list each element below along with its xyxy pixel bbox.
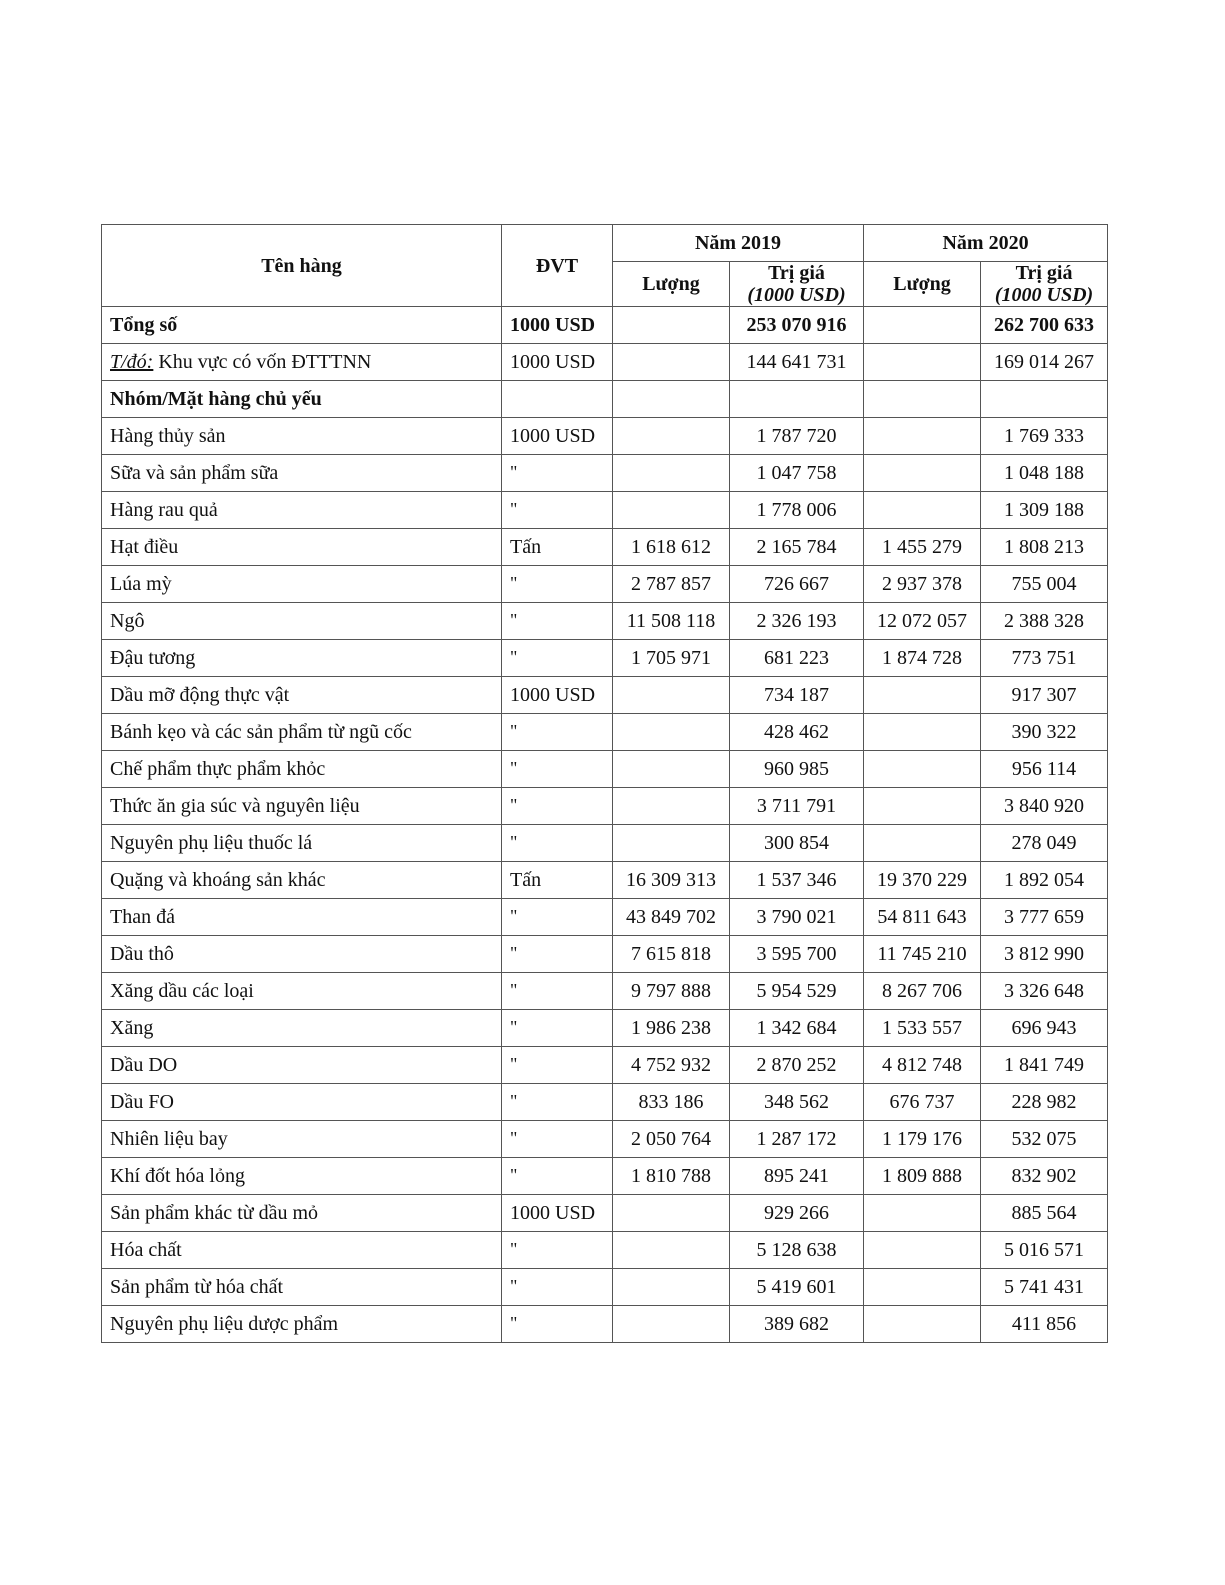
row-unit: 1000 USD: [502, 1195, 613, 1232]
row-qty-2020: 1 874 728: [864, 640, 981, 677]
row-value-2020: 5 741 431: [981, 1269, 1108, 1306]
row-name: Dầu FO: [102, 1084, 502, 1121]
row-value-2019: 389 682: [730, 1306, 864, 1343]
row-value-2019: 144 641 731: [730, 344, 864, 381]
row-name: Chế phẩm thực phẩm khỏc: [102, 751, 502, 788]
table-row: [102, 677, 1108, 714]
row-qty-2020: 1 179 176: [864, 1121, 981, 1158]
row-value-2019: 253 070 916: [730, 307, 864, 344]
table-row: [102, 529, 1108, 566]
table-row: [102, 566, 1108, 603]
row-name: Thức ăn gia súc và nguyên liệu: [102, 788, 502, 825]
row-value-2020: 1 841 749: [981, 1047, 1108, 1084]
row-name: Hạt điều: [102, 529, 502, 566]
row-name: Quặng và khoáng sản khác: [102, 862, 502, 899]
row-value-2020: 2 388 328: [981, 603, 1108, 640]
row-unit: ": [502, 1158, 613, 1195]
row-qty-2019: [613, 1232, 730, 1269]
row-qty-2020: 676 737: [864, 1084, 981, 1121]
row-value-2020: 5 016 571: [981, 1232, 1108, 1269]
table-row: [102, 1306, 1108, 1343]
row-qty-2020: 1 533 557: [864, 1010, 981, 1047]
row-qty-2019: [613, 1195, 730, 1232]
row-name: Hàng thủy sản: [102, 418, 502, 455]
row-value-2019: 2 326 193: [730, 603, 864, 640]
row-name: Tổng số: [102, 307, 502, 344]
row-qty-2019: 1 618 612: [613, 529, 730, 566]
table-row: [102, 1158, 1108, 1195]
row-value-2020: 696 943: [981, 1010, 1108, 1047]
row-unit: ": [502, 640, 613, 677]
row-qty-2020: [864, 751, 981, 788]
table-row: [102, 344, 1108, 381]
row-unit: ": [502, 899, 613, 936]
row-unit: ": [502, 1121, 613, 1158]
row-unit: 1000 USD: [502, 344, 613, 381]
row-value-2020: 885 564: [981, 1195, 1108, 1232]
row-qty-2019: [613, 492, 730, 529]
row-value-2019: 348 562: [730, 1084, 864, 1121]
row-qty-2019: 43 849 702: [613, 899, 730, 936]
row-value-2020: 956 114: [981, 751, 1108, 788]
row-qty-2020: [864, 455, 981, 492]
row-unit: ": [502, 566, 613, 603]
row-unit: ": [502, 455, 613, 492]
table-row: [102, 1047, 1108, 1084]
row-unit: ": [502, 603, 613, 640]
row-qty-2020: [864, 1269, 981, 1306]
table-row: [102, 603, 1108, 640]
row-qty-2019: [613, 418, 730, 455]
row-qty-2019: [613, 825, 730, 862]
row-value-2019: 929 266: [730, 1195, 864, 1232]
row-unit: ": [502, 788, 613, 825]
value-unit-label: (1000 USD): [747, 284, 846, 306]
row-value-2020: 228 982: [981, 1084, 1108, 1121]
row-value-2020: 1 892 054: [981, 862, 1108, 899]
row-value-2020: 532 075: [981, 1121, 1108, 1158]
import-statistics-table: [101, 224, 1108, 1343]
header-value-2019: [730, 262, 864, 307]
row-qty-2020: 4 812 748: [864, 1047, 981, 1084]
table-row: [102, 1121, 1108, 1158]
row-qty-2020: 8 267 706: [864, 973, 981, 1010]
row-qty-2019: 2 787 857: [613, 566, 730, 603]
row-qty-2020: 1 809 888: [864, 1158, 981, 1195]
row-qty-2019: 11 508 118: [613, 603, 730, 640]
row-unit: 1000 USD: [502, 677, 613, 714]
header-year-2019: Năm 2019: [613, 225, 864, 262]
row-unit: ": [502, 714, 613, 751]
row-qty-2019: 4 752 932: [613, 1047, 730, 1084]
table-row: [102, 899, 1108, 936]
header-unit: ĐVT: [502, 225, 613, 307]
row-qty-2020: [864, 714, 981, 751]
table-row: [102, 936, 1108, 973]
row-value-2019: 5 128 638: [730, 1232, 864, 1269]
row-unit: Tấn: [502, 862, 613, 899]
row-value-2020: 278 049: [981, 825, 1108, 862]
table-row: [102, 381, 1108, 418]
row-unit: ": [502, 492, 613, 529]
row-qty-2019: 1 986 238: [613, 1010, 730, 1047]
row-name: Sữa và sản phẩm sữa: [102, 455, 502, 492]
header-year-2020: Năm 2020: [864, 225, 1108, 262]
row-qty-2020: [864, 492, 981, 529]
row-name: Sản phẩm khác từ dầu mỏ: [102, 1195, 502, 1232]
header-value-2020: [981, 262, 1108, 307]
row-name: Nguyên phụ liệu dược phẩm: [102, 1306, 502, 1343]
row-value-2020: 3 777 659: [981, 899, 1108, 936]
row-qty-2020: [864, 381, 981, 418]
row-qty-2020: 12 072 057: [864, 603, 981, 640]
row-value-2019: [730, 381, 864, 418]
row-qty-2019: [613, 751, 730, 788]
row-name: Nhiên liệu bay: [102, 1121, 502, 1158]
row-value-2019: 895 241: [730, 1158, 864, 1195]
row-value-2020: 1 769 333: [981, 418, 1108, 455]
table-row: [102, 1084, 1108, 1121]
row-value-2020: 411 856: [981, 1306, 1108, 1343]
row-value-2019: 1 287 172: [730, 1121, 864, 1158]
row-value-2020: 169 014 267: [981, 344, 1108, 381]
row-unit: ": [502, 1232, 613, 1269]
row-qty-2019: 7 615 818: [613, 936, 730, 973]
row-qty-2020: [864, 1195, 981, 1232]
row-unit: ": [502, 1047, 613, 1084]
row-qty-2019: [613, 1269, 730, 1306]
row-unit: ": [502, 825, 613, 862]
row-name: Sản phẩm từ hóa chất: [102, 1269, 502, 1306]
row-qty-2020: 1 455 279: [864, 529, 981, 566]
row-value-2020: 3 812 990: [981, 936, 1108, 973]
row-qty-2019: [613, 788, 730, 825]
row-name-text: Khu vực có vốn ĐTTTNN: [153, 351, 372, 373]
row-qty-2019: 1 705 971: [613, 640, 730, 677]
row-qty-2020: 11 745 210: [864, 936, 981, 973]
table-row: [102, 455, 1108, 492]
row-unit: 1000 USD: [502, 307, 613, 344]
row-value-2020: 1 808 213: [981, 529, 1108, 566]
row-qty-2020: [864, 1232, 981, 1269]
row-value-2019: 3 711 791: [730, 788, 864, 825]
table-row: [102, 751, 1108, 788]
row-name: Bánh kẹo và các sản phẩm từ ngũ cốc: [102, 714, 502, 751]
row-qty-2019: [613, 714, 730, 751]
value-label: Trị giá: [768, 262, 825, 284]
row-value-2020: 3 326 648: [981, 973, 1108, 1010]
row-value-2020: 1 048 188: [981, 455, 1108, 492]
table-row: [102, 307, 1108, 344]
row-qty-2020: [864, 344, 981, 381]
row-unit: ": [502, 1084, 613, 1121]
row-value-2020: 832 902: [981, 1158, 1108, 1195]
row-name: Lúa mỳ: [102, 566, 502, 603]
table-row: [102, 492, 1108, 529]
row-name: Đậu tương: [102, 640, 502, 677]
row-value-2020: 3 840 920: [981, 788, 1108, 825]
value-label: Trị giá: [1015, 262, 1073, 284]
row-value-2019: 3 790 021: [730, 899, 864, 936]
header-product-name: Tên hàng: [102, 225, 502, 307]
row-value-2019: 1 047 758: [730, 455, 864, 492]
row-qty-2019: [613, 455, 730, 492]
row-qty-2019: [613, 381, 730, 418]
table-row: [102, 1269, 1108, 1306]
row-value-2019: 681 223: [730, 640, 864, 677]
row-value-2020: 755 004: [981, 566, 1108, 603]
row-value-2019: 726 667: [730, 566, 864, 603]
row-name: Hàng rau quả: [102, 492, 502, 529]
table-row: [102, 1195, 1108, 1232]
row-name: Ngô: [102, 603, 502, 640]
row-value-2020: 773 751: [981, 640, 1108, 677]
row-value-2019: 2 870 252: [730, 1047, 864, 1084]
row-qty-2020: [864, 1306, 981, 1343]
row-name: Dầu mỡ động thực vật: [102, 677, 502, 714]
row-qty-2020: 2 937 378: [864, 566, 981, 603]
row-value-2020: [981, 381, 1108, 418]
row-name: Nhóm/Mặt hàng chủ yếu: [102, 381, 502, 418]
row-value-2020: 262 700 633: [981, 307, 1108, 344]
row-unit: ": [502, 1306, 613, 1343]
row-name: Xăng dầu các loại: [102, 973, 502, 1010]
row-qty-2019: [613, 307, 730, 344]
row-name: Nguyên phụ liệu thuốc lá: [102, 825, 502, 862]
header-qty-2019: Lượng: [613, 262, 730, 307]
row-qty-2019: 833 186: [613, 1084, 730, 1121]
row-unit: ": [502, 1269, 613, 1306]
row-qty-2020: 19 370 229: [864, 862, 981, 899]
row-unit: Tấn: [502, 529, 613, 566]
row-qty-2020: [864, 677, 981, 714]
row-value-2019: 1 787 720: [730, 418, 864, 455]
table-row: [102, 1010, 1108, 1047]
row-value-2020: 1 309 188: [981, 492, 1108, 529]
row-qty-2019: [613, 1306, 730, 1343]
row-value-2019: 1 342 684: [730, 1010, 864, 1047]
row-qty-2020: 54 811 643: [864, 899, 981, 936]
row-qty-2019: 1 810 788: [613, 1158, 730, 1195]
row-name: Dầu DO: [102, 1047, 502, 1084]
row-value-2019: 5 419 601: [730, 1269, 864, 1306]
row-value-2020: 917 307: [981, 677, 1108, 714]
row-value-2019: 3 595 700: [730, 936, 864, 973]
table-row: [102, 788, 1108, 825]
row-unit: ": [502, 973, 613, 1010]
row-value-2019: 428 462: [730, 714, 864, 751]
row-value-2020: 390 322: [981, 714, 1108, 751]
row-value-2019: 5 954 529: [730, 973, 864, 1010]
row-unit: ": [502, 751, 613, 788]
row-value-2019: 734 187: [730, 677, 864, 714]
row-unit: ": [502, 936, 613, 973]
row-qty-2019: [613, 677, 730, 714]
row-name: Khí đốt hóa lỏng: [102, 1158, 502, 1195]
row-qty-2020: [864, 825, 981, 862]
row-qty-2019: 16 309 313: [613, 862, 730, 899]
row-qty-2019: 9 797 888: [613, 973, 730, 1010]
row-name: Dầu thô: [102, 936, 502, 973]
table-row: [102, 714, 1108, 751]
row-name: Hóa chất: [102, 1232, 502, 1269]
row-qty-2020: [864, 788, 981, 825]
row-qty-2020: [864, 307, 981, 344]
table-row: [102, 825, 1108, 862]
row-value-2019: 1 537 346: [730, 862, 864, 899]
table-row: [102, 1232, 1108, 1269]
row-value-2019: 960 985: [730, 751, 864, 788]
table-row: [102, 640, 1108, 677]
row-unit: [502, 381, 613, 418]
table-row: [102, 418, 1108, 455]
table-row: [102, 973, 1108, 1010]
row-value-2019: 1 778 006: [730, 492, 864, 529]
row-unit: 1000 USD: [502, 418, 613, 455]
row-qty-2019: 2 050 764: [613, 1121, 730, 1158]
row-qty-2019: [613, 344, 730, 381]
row-value-2019: 2 165 784: [730, 529, 864, 566]
row-name: [102, 344, 502, 381]
row-name: Than đá: [102, 899, 502, 936]
row-unit: ": [502, 1010, 613, 1047]
row-qty-2020: [864, 418, 981, 455]
row-value-2019: 300 854: [730, 825, 864, 862]
row-name: Xăng: [102, 1010, 502, 1047]
table-row: [102, 862, 1108, 899]
row-name-prefix: T/đó:: [110, 351, 154, 373]
value-unit-label: (1000 USD): [994, 284, 1094, 306]
header-qty-2020: Lượng: [864, 262, 981, 307]
